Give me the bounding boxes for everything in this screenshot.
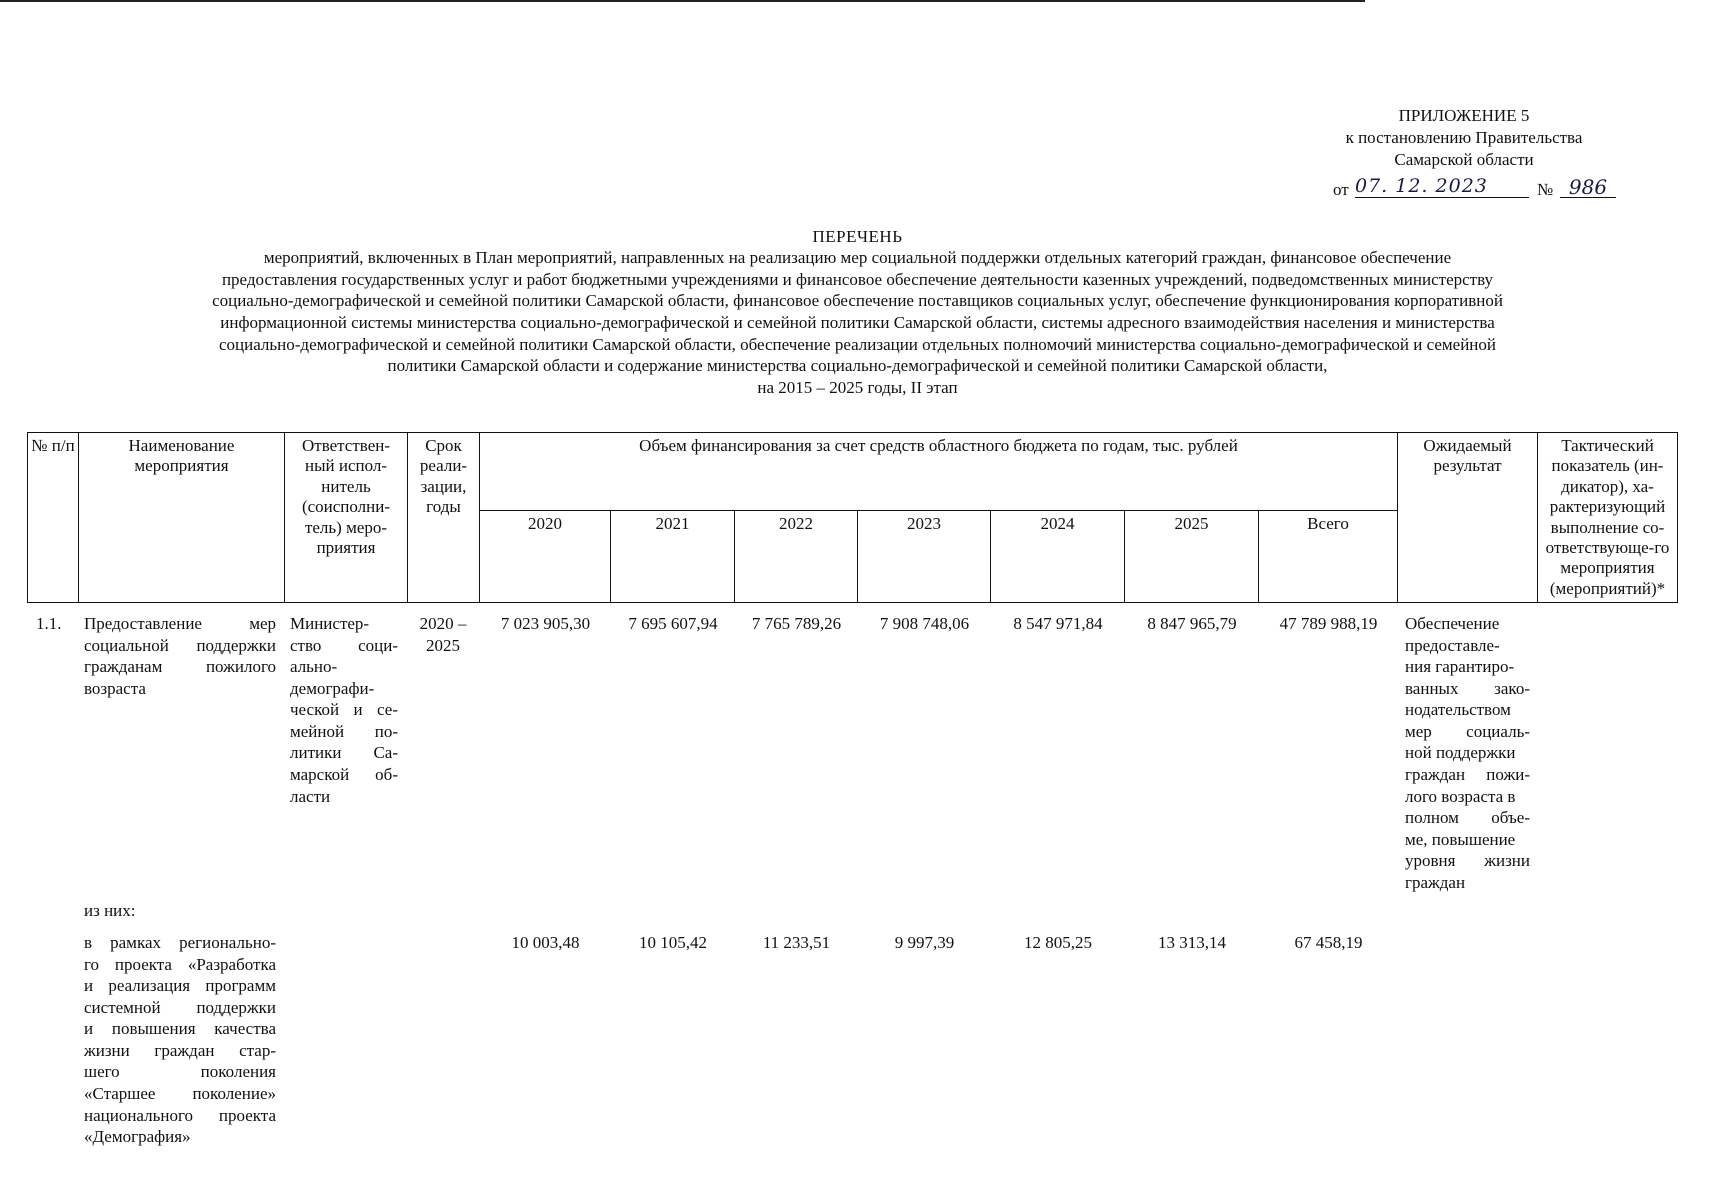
title-description — [70, 247, 1645, 398]
description-line: информационной системы министерства социально-демографической и семейной политики Самарской области, системы адресного взаимодействия населения и министерства — [220, 312, 1495, 332]
responsible-line: литики Са- — [290, 743, 398, 763]
header-responsible: Ответствен-ный испол-нитель (соисполни-тель) меро-приятия — [285, 433, 408, 603]
appendix-signature-row — [1333, 175, 1617, 201]
handwritten-date: 07. 12. 2023 — [1355, 175, 1529, 198]
expected-line: полном объе- — [1405, 808, 1530, 828]
subrow-name-line: «Демография» — [84, 1127, 191, 1147]
header-name: Наименование мероприятия — [79, 433, 285, 603]
appendix-line1: к постановлению Правительства — [1345, 128, 1583, 148]
period-line: 2020 – — [419, 614, 467, 633]
title-heading: ПЕРЕЧЕНЬ — [812, 227, 903, 246]
header-num: № п/п — [28, 433, 79, 603]
value-2023: 7 908 748,06 — [879, 614, 970, 633]
header-funding: Объем финансирования за счет средств областного бюджета по годам, тыс. рублей — [480, 433, 1398, 511]
subrow-value-total: 67 458,19 — [1294, 933, 1363, 952]
subrow-value-2025: 13 313,14 — [1158, 933, 1226, 952]
responsible-line: демографи- — [290, 678, 375, 698]
expected-line: лого возраста в — [1405, 786, 1516, 806]
subrow-value-2023: 9 997,39 — [894, 933, 955, 952]
responsible-line: Министер- — [290, 614, 370, 633]
row-number: 1.1. — [36, 614, 62, 633]
expected-line: предоставле- — [1405, 635, 1500, 655]
row-name-line: возраста — [84, 678, 146, 698]
header-year: 2021 — [611, 511, 735, 603]
expected-line: граждан пожи- — [1405, 765, 1530, 785]
responsible-line: ческой и се- — [290, 700, 398, 720]
description-line: предоставления государственных услуг и работ бюджетными учреждениями и финансовое обеспечение деятельности казенных учреждений, подведомственных министерству — [221, 269, 1494, 289]
appendix-block — [1314, 105, 1614, 171]
header-indicator: Тактический показатель (ин-дикатор), ха-рактеризующий выполнение со-ответствующе-го мероприятия (мероприятий)* — [1538, 433, 1678, 603]
description-line: мероприятий, включенных в План мероприятий, направленных на реализацию мер социальной поддержки отдельных категорий граждан, финансовое обеспечение — [263, 248, 1452, 268]
responsible-line: марской об- — [290, 765, 398, 785]
value-2022: 7 765 789,26 — [751, 614, 842, 633]
subrow-name-line: «Старшее поколение» — [84, 1084, 276, 1104]
description-line: на 2015 – 2025 годы, II этап — [757, 377, 958, 397]
expected-line: нодательством — [1405, 700, 1511, 720]
subrow-value-2021: 10 105,42 — [639, 933, 707, 952]
expected-line: Обеспечение — [1405, 614, 1500, 633]
document-title — [70, 226, 1645, 398]
row-period — [410, 613, 476, 656]
row-name — [84, 613, 276, 699]
row-responsible — [290, 613, 398, 807]
scan-edge-line — [0, 0, 1365, 2]
funding-table-header — [27, 432, 1678, 603]
appendix-line2: Самарской области — [1394, 150, 1534, 170]
row-name-line: социальной поддержки — [84, 635, 276, 655]
expected-line: граждан — [1405, 872, 1466, 892]
expected-line: ния гарантиро- — [1405, 657, 1515, 677]
subrow-value-2024: 12 805,25 — [1024, 933, 1092, 952]
responsible-line: мейной по- — [290, 721, 398, 741]
description-line: социально-демографической и семейной политики Самарской области, обеспечение реализации отдельных полномочий министерства социально-демографической и семейной — [218, 334, 1496, 354]
appendix-title: ПРИЛОЖЕНИЕ 5 — [1398, 106, 1530, 125]
subrow-value-2022: 11 233,51 — [762, 933, 831, 952]
subrow-name — [84, 932, 276, 1148]
description-line: политики Самарской области и содержание министерства социально-демографической и семейной политики Самарской области, — [387, 356, 1328, 376]
subrow-name-line: го проекта «Разработка — [84, 954, 276, 974]
header-year: 2025 — [1125, 511, 1259, 603]
subrow-name-line: жизни граждан стар- — [84, 1040, 276, 1060]
subrow-name-line: и реализация программ — [84, 976, 276, 996]
expected-line: ме, повышение — [1405, 829, 1516, 849]
subrow-value-2020: 10 003,48 — [511, 933, 580, 952]
header-expected-result: Ожидаемый результат — [1398, 433, 1538, 603]
expected-line: ванных зако- — [1405, 678, 1530, 698]
value-2024: 8 547 971,84 — [1013, 614, 1103, 633]
period-line: 2025 — [426, 635, 460, 655]
subrow-name-line: в рамках регионально- — [84, 933, 276, 952]
handwritten-number: 986 — [1560, 175, 1616, 198]
subrow-name-line: системной поддержки — [84, 997, 276, 1017]
expected-line: уровня жизни — [1405, 851, 1530, 871]
row-name-line: гражданам пожилого — [84, 657, 276, 677]
value-2025: 8 847 965,79 — [1147, 614, 1237, 633]
responsible-line: ально- — [290, 657, 338, 677]
from-label: от — [1333, 180, 1349, 199]
value-2020: 7 023 905,30 — [500, 614, 591, 633]
header-total: Всего — [1259, 511, 1398, 603]
subrow-name-line: и повышения качества — [84, 1019, 276, 1039]
header-year: 2022 — [735, 511, 858, 603]
row-expected-result — [1405, 613, 1530, 894]
responsible-line: ласти — [290, 786, 331, 806]
value-total: 47 789 988,19 — [1279, 614, 1378, 633]
header-year: 2020 — [480, 511, 611, 603]
number-label: № — [1537, 180, 1554, 199]
description-line: социально-демографической и семейной политики Самарской области, финансовое обеспечение поставщиков социальных услуг, обеспечение функционирования корпоративной — [212, 291, 1503, 311]
expected-line: мер социаль- — [1405, 721, 1530, 741]
header-year: 2023 — [858, 511, 991, 603]
subrow-name-line: национального проекта — [84, 1105, 276, 1125]
value-2021: 7 695 607,94 — [628, 614, 718, 633]
row-name-line: Предоставление мер — [84, 614, 276, 633]
of-them-label: из них: — [84, 901, 136, 920]
header-period: Срок реали-зации, годы — [408, 433, 480, 603]
subrow-name-line: шего поколения — [84, 1062, 276, 1082]
responsible-line: ство соци- — [290, 635, 398, 655]
expected-line: ной поддержки — [1405, 743, 1516, 763]
header-year: 2024 — [991, 511, 1125, 603]
